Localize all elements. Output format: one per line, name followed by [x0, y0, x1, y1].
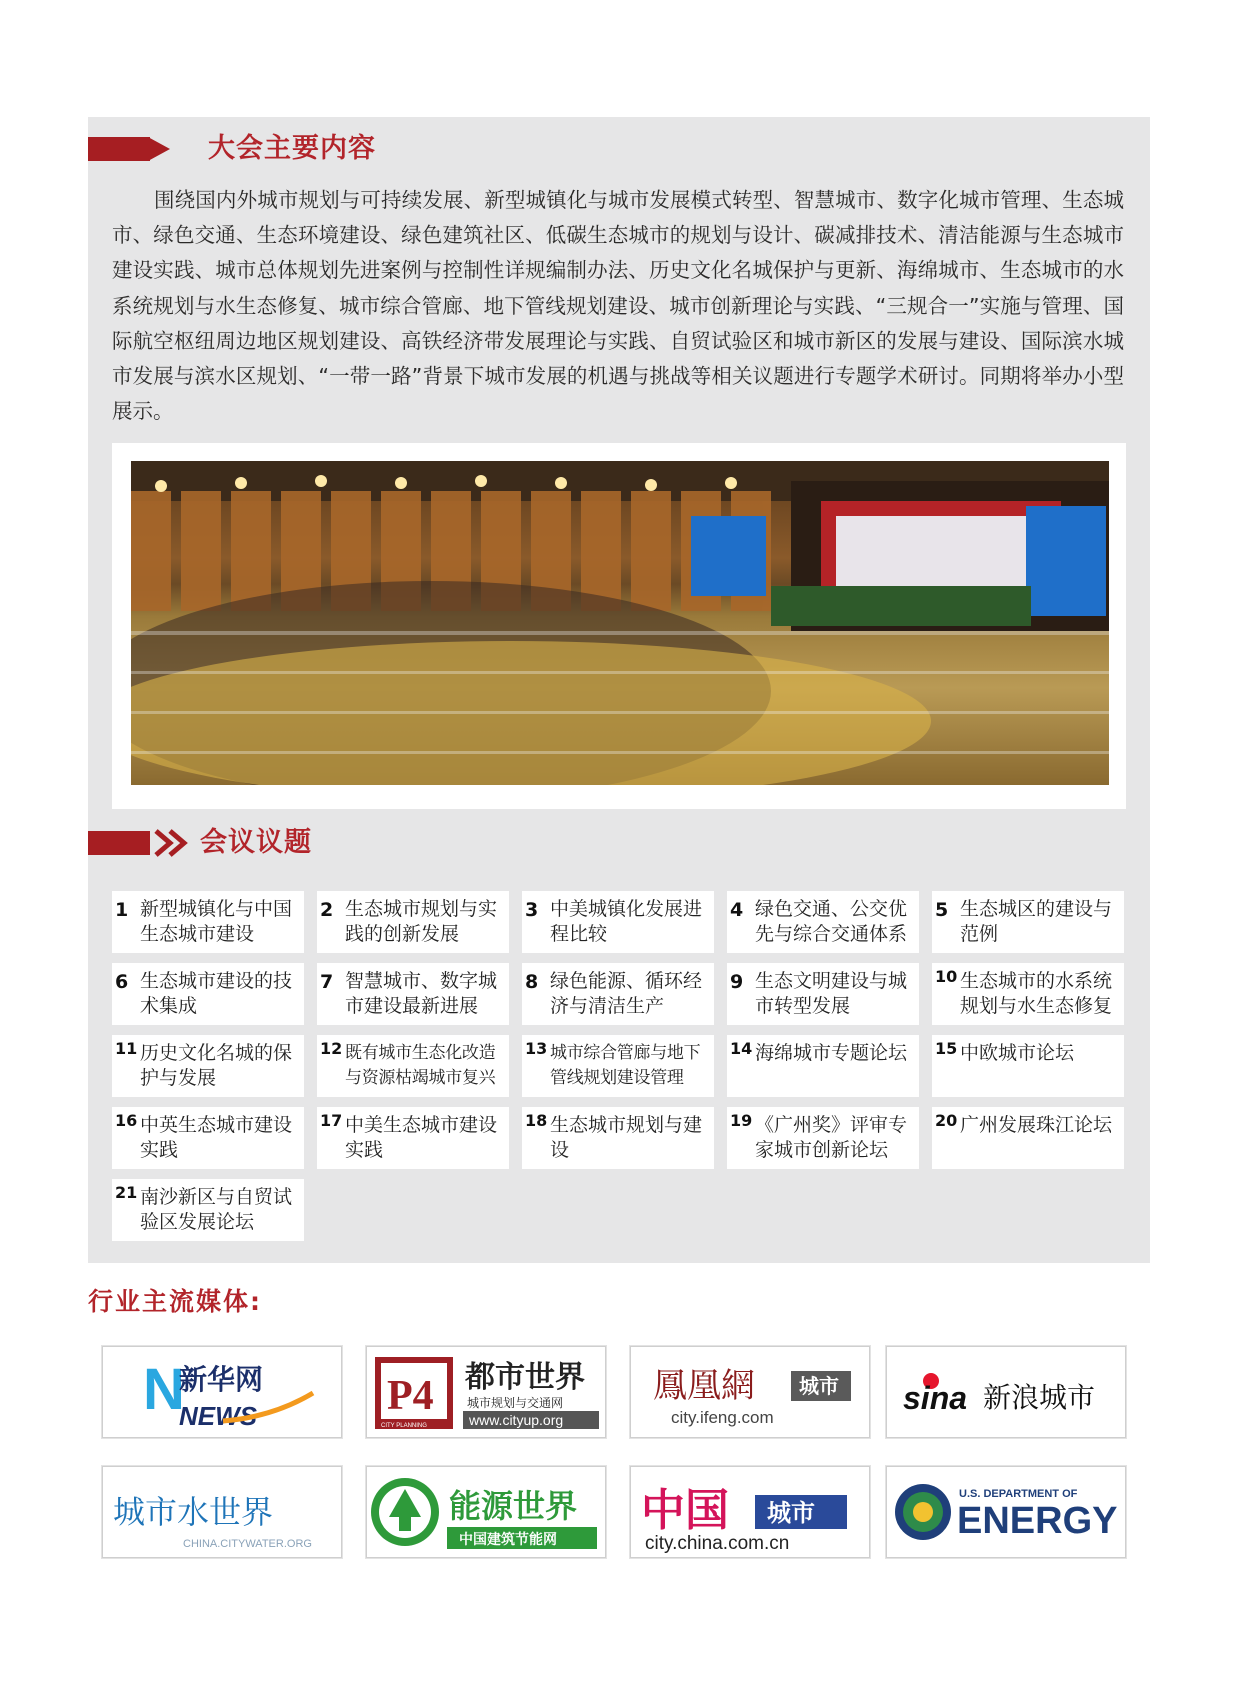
- topic-item: [317, 1107, 509, 1169]
- sina-city-logo[interactable]: [886, 1346, 1126, 1438]
- topic-item: [317, 1035, 509, 1097]
- topic-number: 15: [935, 1039, 958, 1058]
- topic-number: 5: [935, 899, 949, 921]
- topic-item: [112, 1107, 304, 1169]
- xinhua-logo[interactable]: [102, 1346, 342, 1438]
- topic-number: 19: [730, 1111, 753, 1130]
- svg-text:www.cityup.org: www.cityup.org: [469, 1412, 564, 1428]
- topic-item: [522, 963, 714, 1025]
- topic-item: [317, 963, 509, 1025]
- topic-number: 17: [320, 1111, 343, 1130]
- section-heading-topics: [88, 823, 488, 863]
- svg-text:城市: 城市: [799, 1374, 839, 1398]
- svg-text:新浪城市: 新浪城市: [983, 1381, 1096, 1414]
- topic-text: 海绵城市专题论坛: [755, 1042, 908, 1064]
- svg-text:U.S. DEPARTMENT OF: U.S. DEPARTMENT OF: [959, 1488, 1078, 1500]
- topic-number: 10: [935, 967, 958, 986]
- topic-text: 南沙新区与自贸试验区发展论坛: [140, 1186, 293, 1233]
- dushi-world-logo[interactable]: [366, 1346, 606, 1438]
- topic-item: [522, 1035, 714, 1097]
- topic-text: 生态文明建设与城市转型发展: [755, 970, 908, 1017]
- topic-item: [317, 891, 509, 953]
- svg-text:鳳凰網: 鳳凰網: [653, 1366, 755, 1406]
- topic-text: 广州发展珠江论坛: [960, 1114, 1113, 1136]
- topic-text: 生态城区的建设与范例: [960, 898, 1113, 945]
- topic-number: 13: [525, 1039, 548, 1058]
- section-title: 大会主要内容: [208, 133, 376, 164]
- svg-text:CITY PLANNING: CITY PLANNING: [381, 1423, 427, 1429]
- ifeng-city-logo[interactable]: [630, 1346, 870, 1438]
- topic-text: 《广州奖》评审专家城市创新论坛: [755, 1114, 908, 1161]
- city-water-logo[interactable]: [102, 1466, 342, 1558]
- topic-number: 21: [115, 1183, 138, 1202]
- section-heading-main-content: [88, 129, 488, 169]
- topic-text: 生态城市的水系统规划与水生态修复: [960, 970, 1113, 1017]
- topic-item: [522, 1107, 714, 1169]
- topic-item: [727, 891, 919, 953]
- topic-item: [932, 1035, 1124, 1097]
- svg-text:N: N: [143, 1357, 185, 1422]
- svg-text:新华网: 新华网: [179, 1363, 264, 1396]
- svg-text:都市世界: 都市世界: [465, 1360, 585, 1395]
- topic-number: 6: [115, 971, 129, 993]
- svg-text:城市规划与交通网: 城市规划与交通网: [467, 1396, 564, 1410]
- svg-text:城市: 城市: [767, 1499, 815, 1527]
- topic-number: 3: [525, 899, 539, 921]
- svg-text:CHINA.CITYWATER.ORG: CHINA.CITYWATER.ORG: [183, 1538, 312, 1550]
- topic-text: 新型城镇化与中国生态城市建设: [140, 898, 293, 945]
- media-section-title: 行业主流媒体:: [88, 1287, 262, 1316]
- svg-text:城市水世界: 城市水世界: [113, 1493, 274, 1531]
- topic-number: 9: [730, 971, 744, 993]
- topic-text: 绿色能源、循环经济与清洁生产: [550, 970, 703, 1017]
- content-panel: [88, 117, 1150, 1263]
- topic-item: [112, 891, 304, 953]
- topic-item: [112, 963, 304, 1025]
- heading-arrow-icon: [148, 129, 172, 169]
- double-chevron-icon: [152, 823, 192, 863]
- topic-number: 14: [730, 1039, 753, 1058]
- svg-text:NEWS: NEWS: [179, 1401, 257, 1431]
- conference-hall-photo: [131, 461, 1109, 785]
- topic-number: 7: [320, 971, 334, 993]
- topic-number: 18: [525, 1111, 548, 1130]
- topic-item: [932, 1107, 1124, 1169]
- us-doe-logo[interactable]: [886, 1466, 1126, 1558]
- china-city-logo[interactable]: [630, 1466, 870, 1558]
- svg-text:city.ifeng.com: city.ifeng.com: [671, 1408, 774, 1427]
- photo-frame: [112, 443, 1126, 809]
- topic-number: 4: [730, 899, 744, 921]
- svg-text:ENERGY: ENERGY: [957, 1500, 1118, 1542]
- svg-text:sina: sina: [903, 1380, 968, 1416]
- svg-text:P4: P4: [387, 1373, 434, 1419]
- topic-text: 历史文化名城的保护与发展: [140, 1042, 293, 1089]
- topic-text: 中欧城市论坛: [960, 1042, 1075, 1064]
- topic-number: 16: [115, 1111, 138, 1130]
- topic-item: [112, 1179, 304, 1241]
- topic-number: 11: [115, 1039, 138, 1058]
- topic-text: 中美城镇化发展进程比较: [550, 898, 703, 945]
- topic-item: [932, 963, 1124, 1025]
- topic-item: [112, 1035, 304, 1097]
- topic-number: 20: [935, 1111, 958, 1130]
- section-title: 会议议题: [200, 827, 312, 858]
- topic-text: 中英生态城市建设实践: [140, 1114, 293, 1161]
- heading-arrow-bar: [88, 831, 150, 855]
- topic-number: 8: [525, 971, 539, 993]
- svg-text:中国: 中国: [641, 1485, 729, 1536]
- topic-text: 中美生态城市建设实践: [345, 1114, 498, 1161]
- heading-arrow-bar: [88, 137, 150, 161]
- topic-number: 12: [320, 1039, 343, 1058]
- topic-text: 生态城市规划与实践的创新发展: [345, 898, 498, 945]
- energy-world-logo[interactable]: [366, 1466, 606, 1558]
- topic-item: [727, 963, 919, 1025]
- topic-text: 智慧城市、数字城市建设最新进展: [345, 970, 498, 1017]
- topic-text: 生态城市建设的技术集成: [140, 970, 293, 1017]
- topic-number: 1: [115, 899, 129, 921]
- topic-item: [932, 891, 1124, 953]
- topic-text: 绿色交通、公交优先与综合交通体系: [755, 898, 908, 945]
- intro-paragraph: 围绕国内外城市规划与可持续发展、新型城镇化与城市发展模式转型、智慧城市、数字化城市管理、生态城市、绿色交通、生态环境建设、绿色建筑社区、低碳生态城市的规划与设计、碳减排技术、清洁能源与生态城市建设实践、城市总体规划先进案例与控制性详规编制办法、历史文化名城保护与更新、海绵城市、生态城市的水系统规划与水生态修复、城市综合管廊、地下管线规划建设、城市创新理论与实践、“三规合一”实施与管理、国际航空枢纽周边地区规划建设、高铁经济带发展理论与实践、自贸试验区和城市新区的发展与建设、国际滨水城市发展与滨水区规划、“一带一路”背景下城市发展的机遇与挑战等相关议题进行专题学术研讨。同期将举办小型展示。: [112, 188, 1124, 424]
- topic-text: 生态城市规划与建设: [550, 1114, 703, 1161]
- topic-item: [727, 1107, 919, 1169]
- svg-text:能源世界: 能源世界: [449, 1487, 578, 1525]
- svg-text:city.china.com.cn: city.china.com.cn: [645, 1533, 790, 1554]
- topic-item: [522, 891, 714, 953]
- topic-text: 城市综合管廊与地下管线规划建设管理: [550, 1043, 701, 1088]
- topic-number: 2: [320, 899, 334, 921]
- topic-text: 既有城市生态化改造与资源枯竭城市复兴: [345, 1043, 496, 1088]
- topic-item: [727, 1035, 919, 1097]
- svg-text:中国建筑节能网: 中国建筑节能网: [459, 1532, 557, 1548]
